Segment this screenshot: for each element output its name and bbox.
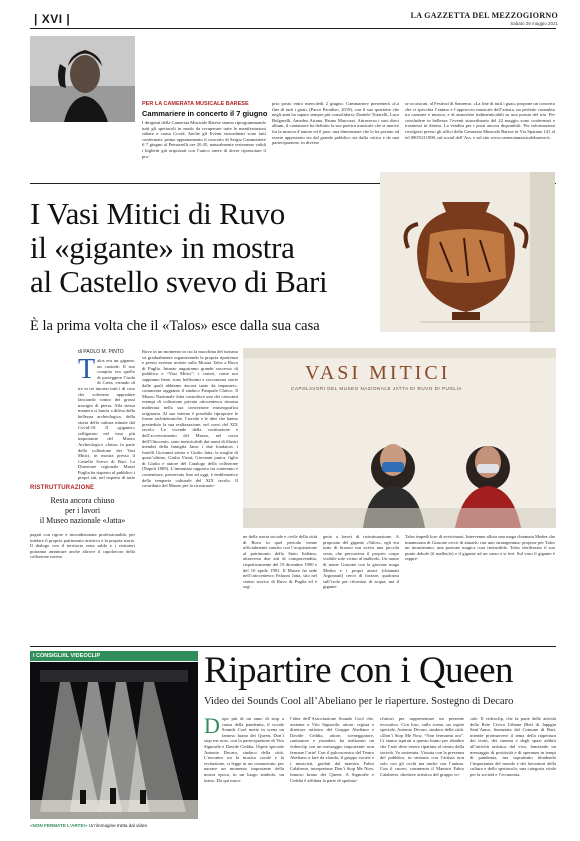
- dropcap-d: D: [204, 716, 220, 738]
- caption-rest: Un’immagine tratta dal video: [87, 823, 148, 828]
- headline-line-3: al Castello svevo di Bari: [30, 264, 328, 299]
- main-col-2: Ruvo in un momento in cui la macchina del turismo va gradualmente organizzando la propria ripartenza e presto avremo notizie sulla Mostra Talos a Ruvo di Puglia. Intanto auguriamo grande successo di pubblico a “Vasi Mitici”: i crateri, come noi sappiamo bene, sono bellissimi e raccontano storie dalle quali abbiamo ancora tanto da imparare», commenta raggiante il sindaco Pasquale Chieco. Il Museo Nazionale Jatta custodisce uno dei carissimi esempi di collezione privata ottocentesca rimasta inalterata nella sua concezione museografica originaria. Al suo interno è possibile riproporre le forme architettoniche, l’arredo e le idee che hanno presieduto la sua realizzazione, nel corso del XIX secolo. Le vicende della costituzione e dell’accrescimento del Museo, nel corso dell’Ottocento, sono inestricabili dai nomi di illustri membri della famiglia Jatta: i due fondatori, i fratelli Giovanni senior e Giulio Jatta; la moglie di quest’ultimo, Giulia Viesti; Giovanni junior, figlio di Giulio e autore del Catalogo della collezione (Napoli 1869). L’immutato rapporto tra contenuto e contenitore, preservato fino ad oggi, è emblematico della temperie culturale del XIX secolo. Il contributo del Museo per la ricostruzio-: [142, 349, 238, 489]
- main-headline: [30, 197, 370, 299]
- banner-title: VASI MITICI: [305, 362, 451, 384]
- queen-headline: Ripartire con i Queen: [204, 650, 514, 691]
- man-portrait-graphic: [30, 36, 135, 122]
- camerata-col-1: I dirigenti della Camerata Musicale Barese stanno riprogrammando tutti gli spettacoli in modo da recuperare tutte le manifestazioni saltate a causa Covid. Anche gli Eventi straordinari sono tutti confermati: primo appuntamento il concerto di Sergio Cammariere il 7 giugno al Petruzzelli ore 20.45, naturalmente resteranno validi i biglietti già acquistati con l’unico onere di dover riprenotare il pro-: [142, 120, 266, 159]
- concert-photo: [30, 662, 198, 819]
- main-col-1: [78, 358, 135, 480]
- camerata-col-2: prio posto entro mercoledì 2 giugno. Cammariere presenterà «La fine di tutti i guai» (Parco Paradiso, 2019), con il suo quartetto che negli anni ha saputo sempre più consolidarsi: Daniele Tittarelli, Luca Bulgarelli, Amedeo Ariano, Bruno Marcozzi. Attraverso i suoi dieci album, il cantautore ha definito la sua poetica musicale che si muove fra la musica d’autore ed il jazz: una dimensione che lo ha portato ad essere apprezzato sia dal grande pubblico sia dalla critica e da una partecipazione, in diverse: [272, 101, 399, 146]
- queen-col-2: l’idea dell’Associazione Sounds Cool che, assieme a Vito Signorile, attore, regista e direttore artistico del Gruppo Abeliano e Davide Ceddia, attore, sceneggiatore, cantautore e youtuber, ha realizzato un videoclip con un messaggio importante: non fermate l’arte! Con il palcoscenico del Teatro Abeliano a fare da sfondo, il gruppo vocale e i musicisti, guidati dal maestro Fabio Calabrese, interpretano Don’t Stop Me Now, famoso brano dei Queen. A Signorile e Ceddia è affidata la parte di spettato-: [290, 716, 374, 783]
- vase-graphic: [380, 172, 555, 332]
- talos-vase-photo: [380, 172, 555, 332]
- masthead: LA GAZZETTA DEL MEZZOGIORNO: [410, 11, 558, 20]
- consigli-label: I CONSIGLI/IL VIDEOCLIP: [30, 651, 198, 661]
- camerata-title: Cammariere in concerto il 7 giugno: [142, 109, 268, 118]
- queen-subtitle: Video dei Sounds Cool all’Abeliano per le riaperture. Sostegno di Decaro: [204, 696, 514, 707]
- queen-col-1: [204, 716, 284, 834]
- main-col-4: getto a lavori di ristrutturazione. A proposito del gigante «Talos», egli era tutto di bronzo ma aveva una piccola vena, che percorreva il proprio corpo visibile sole vicino al malleolo. Un uomo di nome Giasone con la giovane maga Medea e i propri amici (chiamati Argonauti) cercò di forzare, qualcuno sull’isola per rifornirsi di acqua, ma il gigante: [323, 534, 399, 590]
- concert-caption: [30, 823, 200, 828]
- box-text: [30, 496, 135, 526]
- page-number: | XVI |: [34, 12, 71, 26]
- section-rule-2: [30, 646, 556, 647]
- main-standfirst: È la prima volta che il «Talos» esce dalla sua casa: [30, 318, 320, 334]
- queen-col-4: cale. Il videoclip, che fa parte delle attività della Rete Civica Urbana (Reti di Jappgia Sant’Anna, finanziata dal Comune di Bari, intende promuovere il tema della riapertura dei teatri, dei cinema e degli spazi adibiti all’attività artistica dal vivo, lanciando un messaggio di positività e di speranza in tempi di pandemia, ma soprattutto ribadendo l’importanza del mondo e dei lavoratori della cultura e dello spettacolo, una categoria vitale per la società e l’economia.: [470, 716, 556, 777]
- box-title: RISTRUTTURAZIONE: [30, 485, 95, 491]
- caption-bold: «NON FERMATE L’ARTE!»: [30, 823, 88, 828]
- page-number-text: XVI: [41, 12, 63, 26]
- camerata-kicker: PER LA CAMERATA MUSICALE BARESE: [142, 101, 249, 107]
- main-col-1-text: alos era un gigante, un custode. Il suo compito era quello di proteggere l’isola di Creta, errando di tre in tre intorno tutti i di cose che volevano approdare lanciando contro dei grossi macigni di pietra. Alla stessa maniera si lancia a difesa della bellezza archeologica, della storia della cultura minate dal Covid-19. Il «gigante» raffigurato nel vaso più importante del Museo Archeologico «Jatta» fa parte della collezione dei Vasi Mitici, in mostra presso il Castello Svevo di Bari. La Direzione regionale Musei Puglia ha riaperto al pubblico i propri siti, nel rispetto di tutte: [78, 358, 135, 480]
- cammariere-photo: [30, 36, 135, 122]
- banner-subtitle: CAPOLAVORI DEL MUSEO NAZIONALE JATTA DI RUVO DI PUGLIA: [291, 386, 462, 391]
- stage-lights-graphic: [30, 662, 198, 819]
- box-line-3: il Museo nazionale «Jatta»: [39, 516, 126, 525]
- camerata-col-3: se occasioni, al Festival di Sanremo. «La fine di tutti i guai» propone un concerto che ci specchia l’animo e l’approccio musicale dell’artista, un perfetto connubio tra canzone e musica, e di atmosfere indimenticabili su una poesia del trio. Per concludere in bellezza l’eventi straordinario del 22 maggio sono confermati e trasmessi in diretta. La vendita per i posti ancora disponibili. Per informazioni rivolgersi presso gli uffici della Camerata Musicale Barese in Via Sparano 141 al tel 080/5211908, sul social dell’Ass. e sul sito www.cameratamusicalebarese.it.: [405, 101, 555, 140]
- main-col-1-continued: [30, 532, 135, 642]
- vasi-mitici-photo: [243, 348, 556, 528]
- box-line-2: per i lavori: [64, 506, 101, 515]
- header-rule: [30, 28, 556, 29]
- queen-col-1-text: opo più di un anno di stop a causa della pandemia, il vocale Sounds Cool mette in scena un famoso brano dei Queen, Don’t stop me now, con la partecipazione di Vito Signorile e Davide Ceddia. Ospite speciale Antonio Decaro, sindaco della città. L’incontro tra la musica corale e la recitazione, si legge in un comunicato, per narrare un momento importante della nostra epoca, in un luogo simbolo, un teatro. Da qui nasce: [204, 716, 284, 783]
- headline-line-1: I Vasi Mitici di Ruvo: [30, 196, 285, 231]
- issue-date: Sabato 29 maggio 2021: [510, 21, 558, 26]
- byline: di PAOLO M. PINTO: [78, 349, 124, 355]
- main-col-3: ne della storia sociale e civile della città di Ruvo in quel periodo venne ufficialmente sancito con l’acquisizione al patrimonio dello Stato Italiano, attraverso due atti di compravendita, rispettivamente del 19 dicembre 1990 e del 10 aprile 1991. Il Museo ha sede nell’ottocentesco Palazzo Jatta, sito nel centro storico di Ruvo di Puglia ed è sog-: [243, 534, 317, 590]
- box-line-1: Resta ancora chiuso: [50, 496, 115, 505]
- main-col-1-cont-text: pagati con rigore e incondizionata professionalità, per tutelare il proprio patrimonio artistico e la propria storia. Il dialogo con il territorio resta saldo e i visitatori potranno ammirare anche altrove il capolavoro della collezione ruvese.: [30, 532, 135, 560]
- main-col-5: Talos impedì loro di avvicinarsi. Intervenne allora una maga chiamata Medea che innamorata di Giasone cercò di aiutarlo con uno stratagemma: propose per Talos un incantesimo, una pozione magica cura invincibile. Talos sterilizzato il suo punto debole (il malleolo) e il gigante ad un sasso e si ferì. Sul vaso il gigante è rappre-: [405, 534, 555, 562]
- queen-col-3: ri/attori per rappresentare un presente evocativo. Con loro, sulla scena, un ospite speciale, Antonio Decaro, sindaco della città. «Don’t Stop Me Now, “Non fermarmi ora”. Ci siamo ispirati a questo brano per ribadire che l’arte deve essere ripartata al centro della società. Va sostenuta. Vissuta con la presenza del pubblico, in sintonia con l’artista non solo con gli occhi ma anche con l’anima. Con il cuore» commenta il Maestro Fabio Calabrese, direttore artistico del gruppo vo-: [380, 716, 464, 777]
- headline-line-2: il «gigante» in mostra: [30, 230, 295, 265]
- dropcap-t: T: [78, 358, 96, 385]
